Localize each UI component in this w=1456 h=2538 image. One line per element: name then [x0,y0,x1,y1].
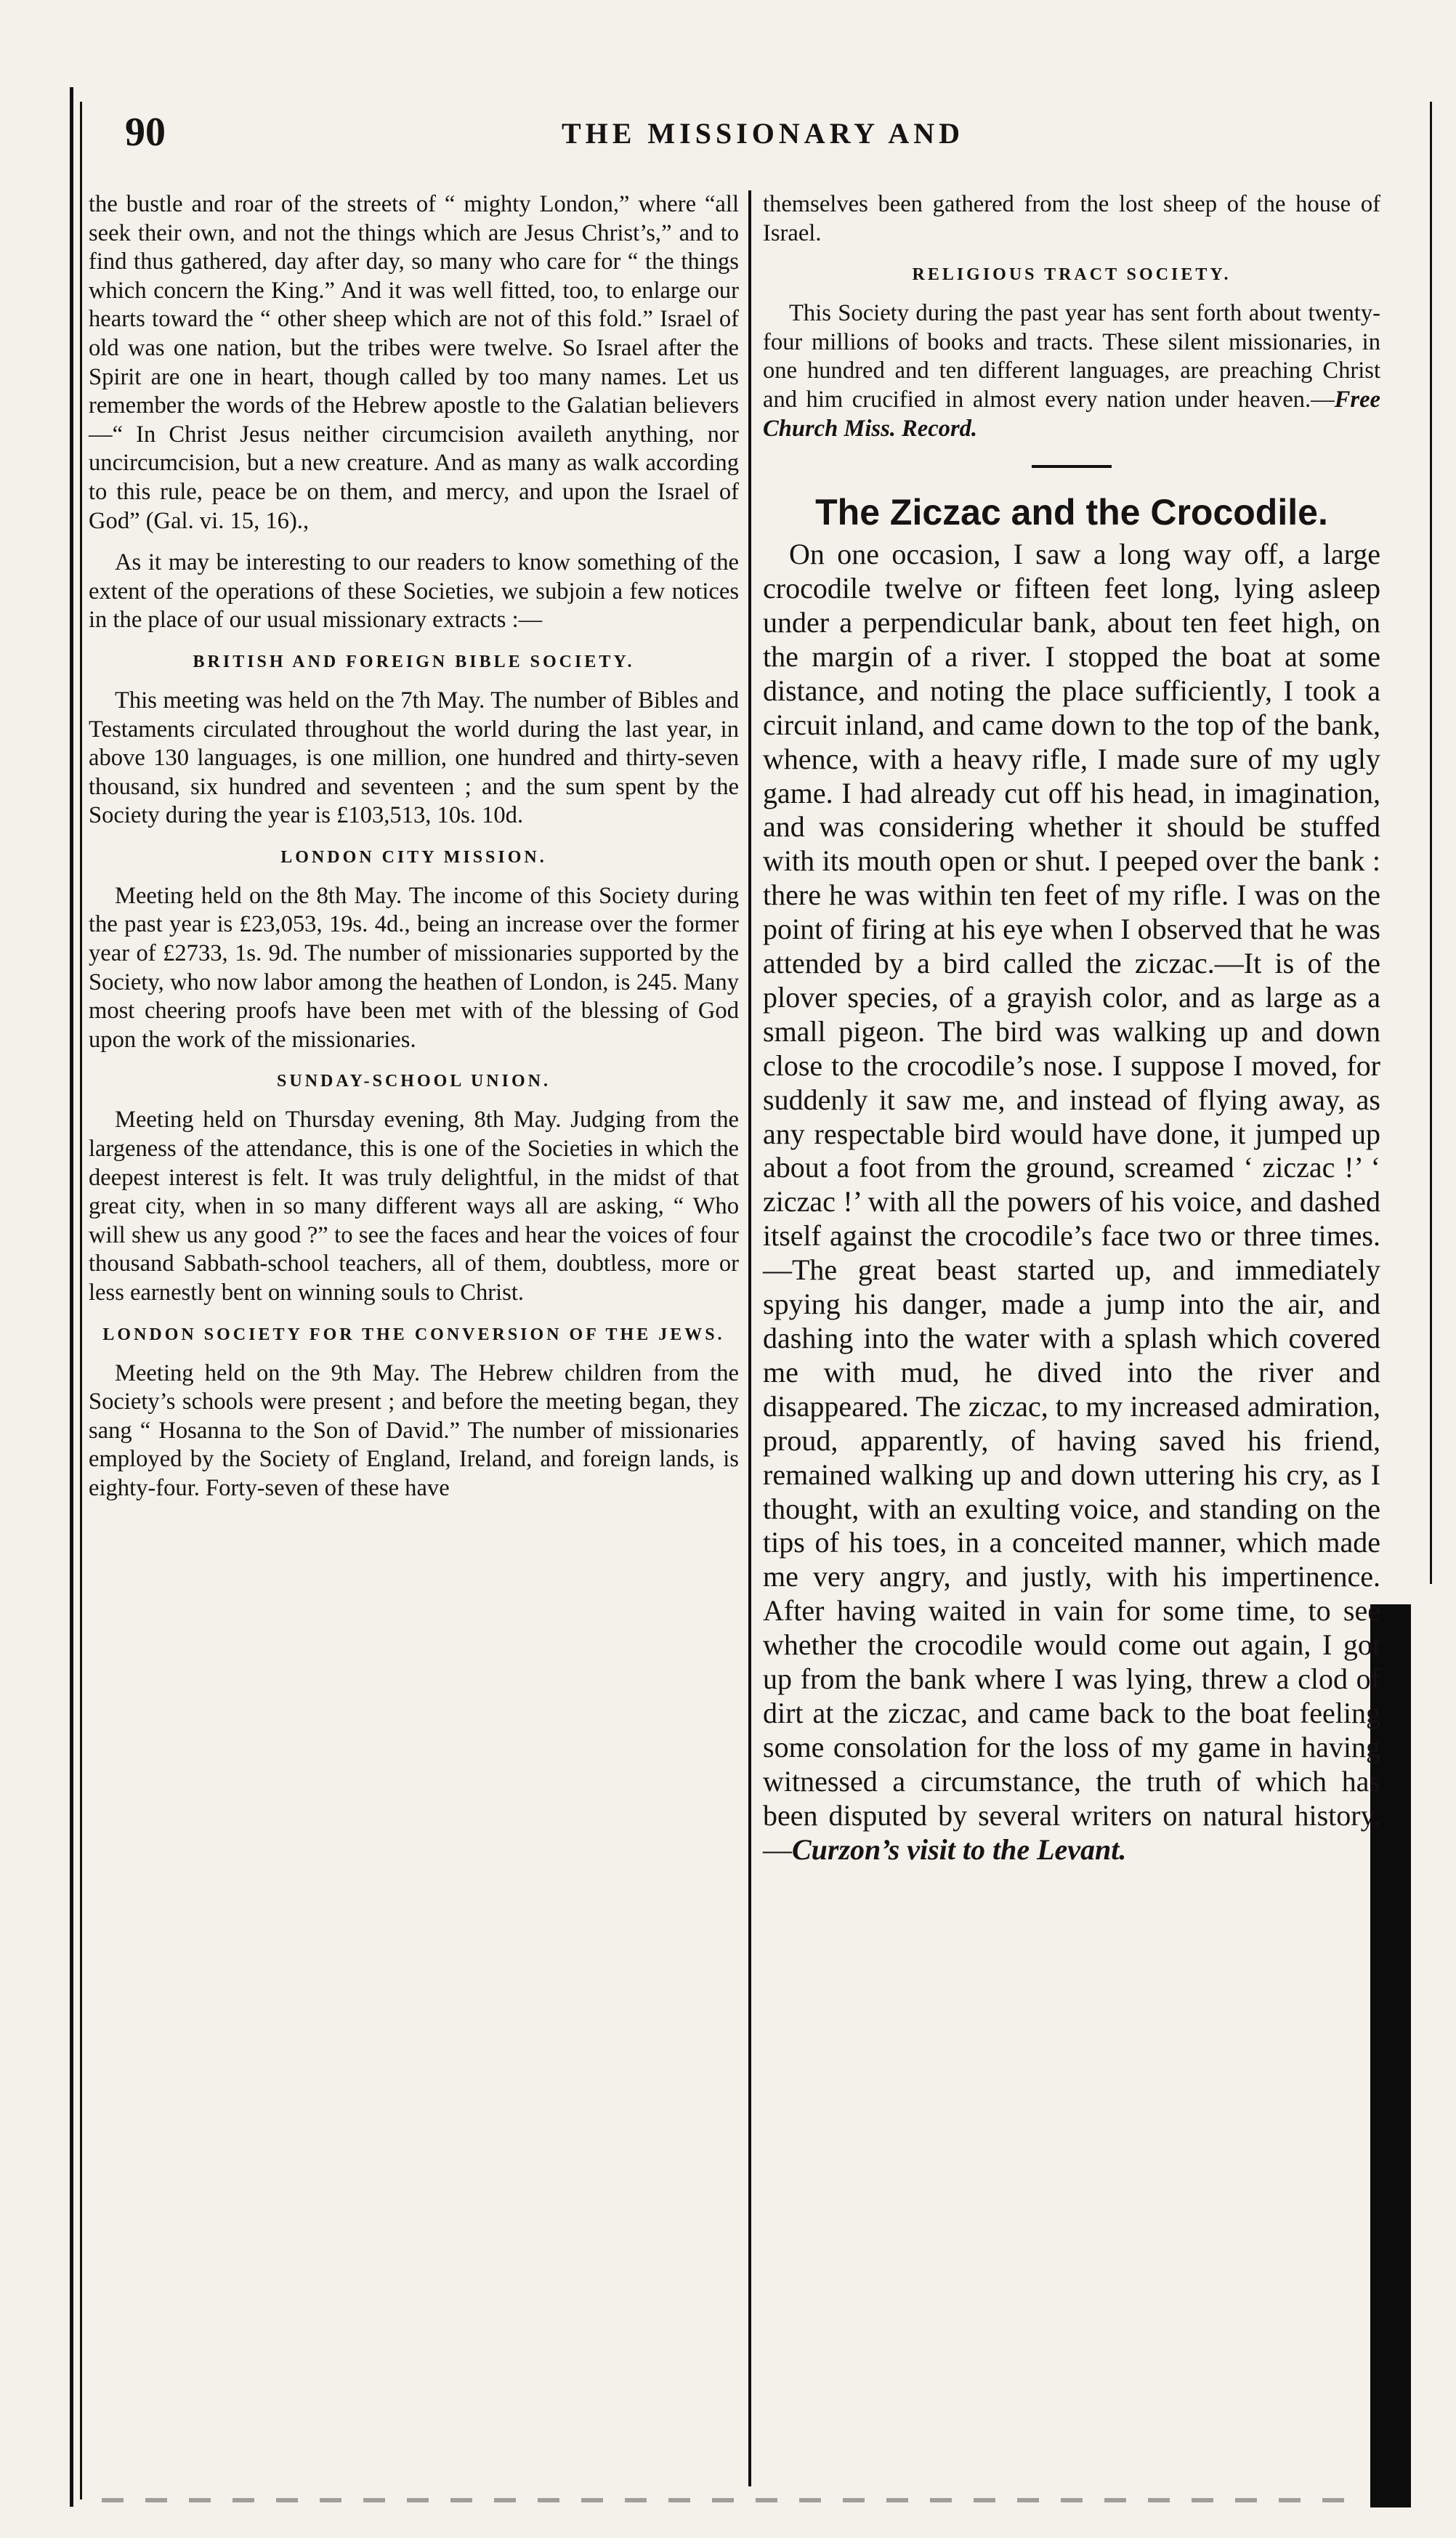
section-heading-sunday-school: SUNDAY-SCHOOL UNION. [277,1072,551,1091]
separator-rule [1032,465,1112,468]
section-heading-jews-society: LONDON SOCIETY FOR THE CONVERSION OF THE JEWS. [102,1325,725,1344]
running-title: THE MISSIONARY AND [561,117,965,150]
story-text: On one occasion, I saw a long way off, a large crocodile twelve or fifteen feet long, lying asleep under a perpendicular bank, about ten feet high, on the margin of a river. I stopped the boat at some distance, and noting the place sufficiently, I took a circuit inland, and came down to the top of the bank, whence, with a heavy rifle, I made sure of my ugly game. I had already cut off his head, in imagination, and was considering whether it should be stuffed with its mouth open or shut. I peeped over the bank : there he was within ten feet of my rifle. I was on the point of firing at his eye when I observed that he was attended by a bird called the ziczac.—It is of the plover species, of a grayish color, and as large as a small pigeon. The bird was walking up and down close to the crocodile’s nose. I suppose I moved, for suddenly it saw me, and instead of flying away, as any respectable bird would have done, it jumped up about a foot from the ground, screamed ‘ ziczac !’ ‘ ziczac !’ with all the powers of his voice, and dashed itself against the crocodile’s face two or three times.—The great beast started up, and immediately spying his danger, made a jump into the air, and dashing into the water with a splash which covered me with mud, he dived into the river and disappeared. The ziczac, to my increased admiration, proud, apparently, of having saved his friend, remained walking up and down uttering his cry, as I thought, with an exulting voice, and standing on the tips of his toes, in a conceited manner, which made me very angry, and justly, with his impertinence. After having waited in vain for some time, to see whether the crocodile would come out again, I got up from the bank where I was lying, threw a clod of dirt at the ziczac, and came back to the boat feeling some consolation for the loss of my game in having witnessed a circumstance, the truth of which has been disputed by several writers on natural history.— [763,538,1380,1866]
intro-paragraph: the bustle and roar of the streets of “ mighty London,” where “all seek their own, and not the things which are Jesus Christ’s,” and to find thus gathered, day after day, so many who care for “ the things which concern the King.” And it was well fitted, too, to enlarge our hearts toward the “ other sheep which are not of this fold.” Israel of old was one nation, but the tribes were twelve. So Israel after the Spirit are one in heart, though called by too many names. Let us remember the words of the Hebrew apostle to the Galatian believers—“ In Christ Jesus neither circumcision availeth anything, nor uncircumcision, but a new creature. And as many as walk according to this rule, peace be on them, and mercy, and upon the Israel of God” (Gal. vi. 15, 16)., [89,191,739,534]
left-column [89,190,739,1503]
page-header [116,109,1410,174]
left-border-line-inner [80,102,82,2499]
section-text-jews-society: Meeting held on the 9th May. The Hebrew children from the Society’s schools were present ; and before the meeting began, they sang “ Hosanna to the Son of David.” The number of missionaries employed by the Society of England, Ireland, and foreign lands, is eighty-four. Forty-seven of these have [89,1359,739,1501]
tract-credit: Free Church Miss. Record. [763,386,1380,442]
story-credit: Curzon’s visit to the Levant. [792,1832,1127,1866]
right-border-line [1430,102,1432,1584]
left-border-line [70,87,73,2507]
section-text-sunday-school: Meeting held on Thursday evening, 8th May. Judging from the largeness of the attendance, this is one of the Societies in which the deepest interest is felt. It was truly delightful, in the midst of that great city, when in so many different ways all are asking, “ Who will shew us any good ?” to see the faces and hear the voices of four thousand Sabbath-school teachers, all of them, doubtless, more or less earnestly bent on winning souls to Christ. [89,1107,739,1306]
tract-text: This Society during the past year has sent forth about twenty-four millions of books and tracts. These silent missionaries, in one hundred and ten different languages, are preaching Christ and him crucified in almost every nation under heaven.— [763,300,1380,413]
column-divider [748,190,751,2486]
section-heading-city-mission: LONDON CITY MISSION. [280,847,547,867]
article-body [763,538,1380,1867]
continuation-paragraph: themselves been gathered from the lost sheep of the house of Israel. [763,191,1380,246]
bottom-edge-marks [102,2498,1351,2502]
notice-paragraph: As it may be interesting to our readers to know something of the extent of the operations of these Societies, we subjoin a few notices in the place of our usual missionary extracts :— [89,549,739,634]
section-heading-tract-society: RELIGIOUS TRACT SOCIETY. [912,265,1231,285]
right-column [763,190,1380,1867]
section-heading-bible-society: BRITISH AND FOREIGN BIBLE SOCIETY. [193,652,635,671]
section-text-city-mission: Meeting held on the 8th May. The income of this Society during the past year is £23,053, 19s. 4d., being an increase over the former year of £2733, 1s. 9d. The number of missionaries supported by the Society, who now labor among the heathen of London, is 245. Many most cheering proofs have been met with of the blessing of God upon the work of the missionaries. [89,882,739,1053]
article-title: The Ziczac and the Crocodile. [815,492,1328,533]
section-text-tract-society [763,299,1380,443]
page-number: 90 [125,110,166,155]
section-text-bible-society: This meeting was held on the 7th May. The number of Bibles and Testaments circulated throughout the world during the last year, in above 130 languages, is one million, one hundred and thirty-seven thousand, six hundred and seventeen ; and the sum spent by the Society during the year is £103,513, 10s. 10d. [89,687,739,829]
